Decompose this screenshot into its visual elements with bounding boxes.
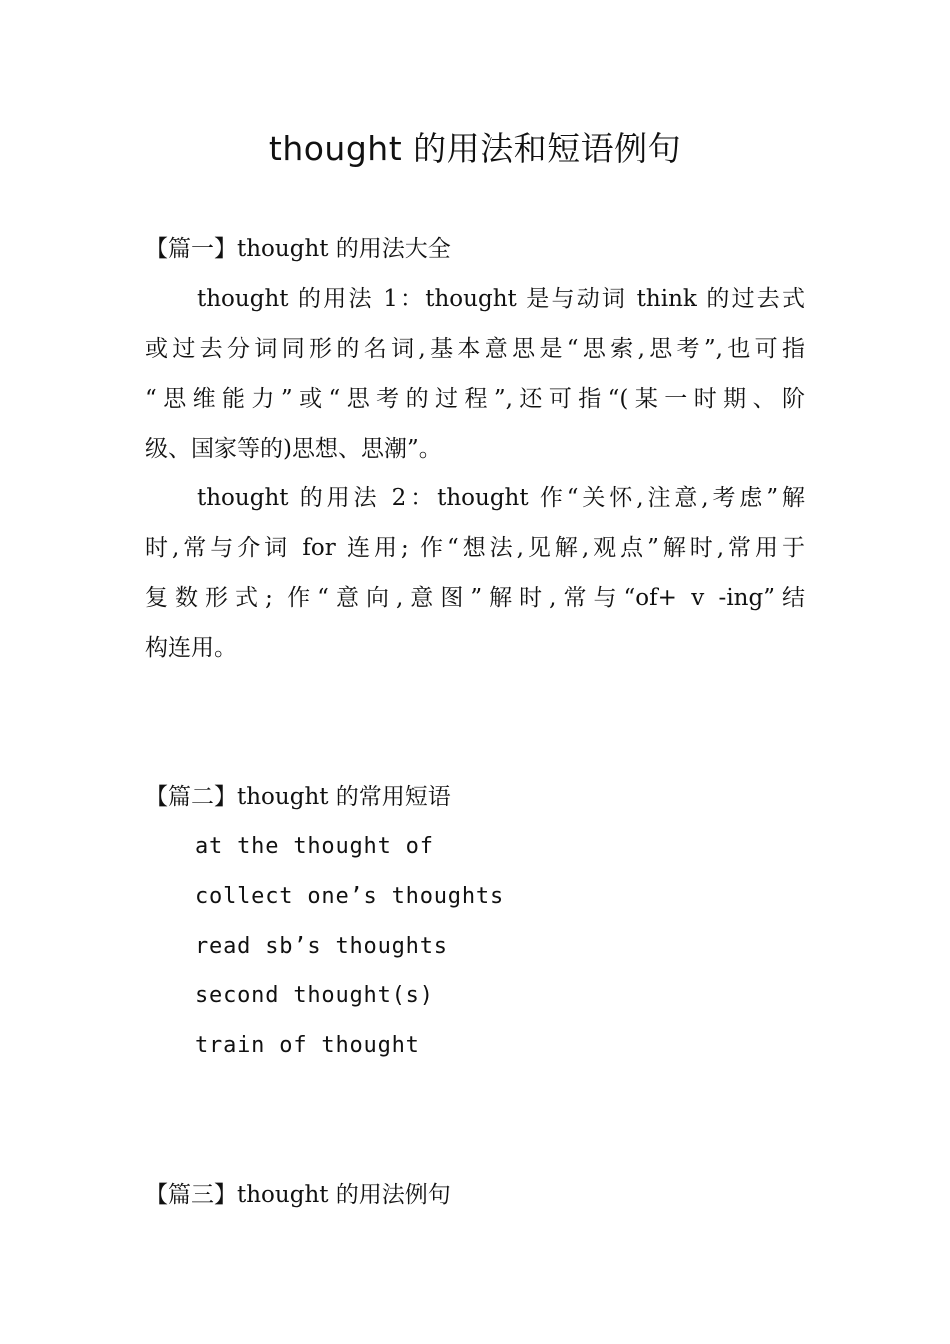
section-1-paragraph-2-line-3: 复数形式; 作“意向,意图”解时,常与“of+ v -ing”结 [145,585,805,611]
phrase-item: collect one’s thoughts [195,884,504,909]
section-1-paragraph-2-line-2: 时,常与介词 for 连用; 作“想法,见解,观点”解时,常用于 [145,535,805,561]
section-1-paragraph-1-line-1: thought 的用法 1：thought 是与动词 think 的过去式 [197,286,805,312]
section-2-heading: 【篇二】thought 的常用短语 [145,784,451,810]
section-1-heading: 【篇一】thought 的用法大全 [145,236,451,262]
section-3-heading: 【篇三】thought 的用法例句 [145,1182,451,1208]
phrase-item: at the thought of [195,834,434,859]
phrase-item: second thought(s) [195,983,434,1008]
phrase-item: train of thought [195,1033,420,1058]
section-1-paragraph-1-line-3: “思维能力”或“思考的过程”,还可指“(某一时期、阶 [145,386,805,412]
document-title: thought 的用法和短语例句 [268,129,682,168]
phrase-item: read sb’s thoughts [195,934,448,959]
section-1-paragraph-1-line-4: 级、国家等的)思想、思潮”。 [145,436,442,462]
section-1-paragraph-1-line-2: 或过去分词同形的名词,基本意思是“思索,思考”,也可指 [145,336,805,362]
section-1-paragraph-2-line-1: thought 的用法 2：thought 作“关怀,注意,考虑”解 [197,485,805,511]
section-1-paragraph-2-line-4: 构连用。 [145,635,237,661]
